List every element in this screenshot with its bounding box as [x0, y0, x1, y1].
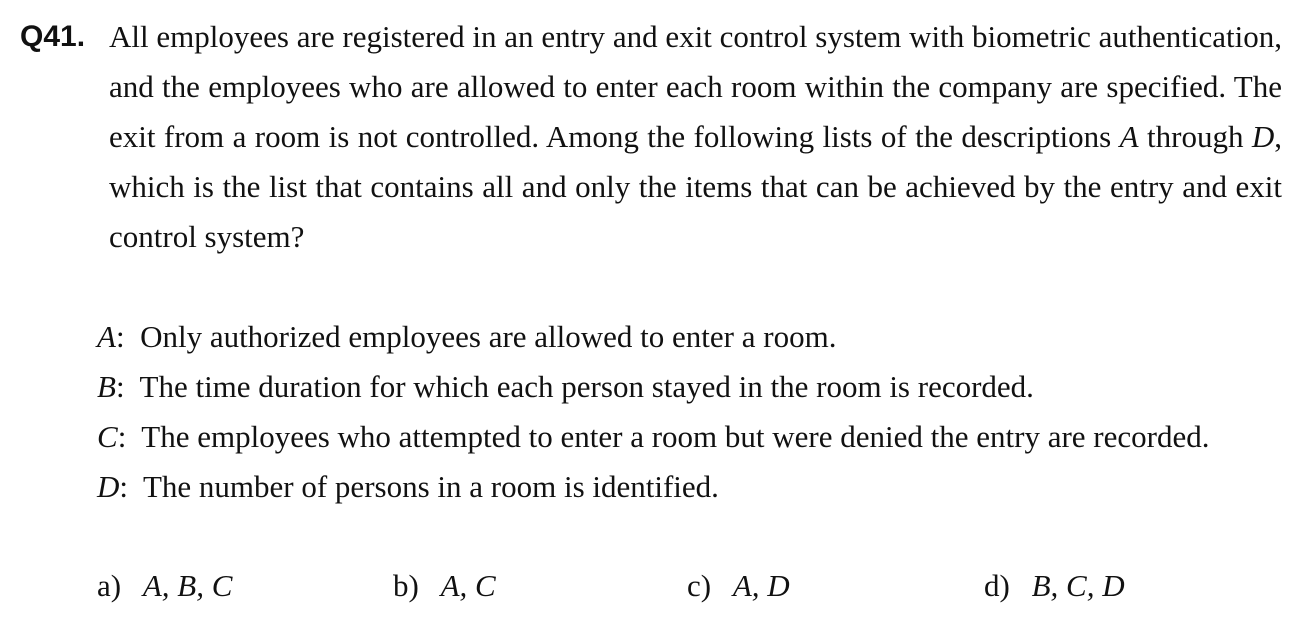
statement-text: The time duration for which each person stayed in the room is recorded. — [139, 369, 1034, 404]
statement-separator: : — [115, 319, 125, 354]
choice-label: d) — [984, 568, 1010, 603]
statement-letter: C — [97, 419, 118, 454]
statement-list — [97, 312, 1287, 512]
statement-text: The number of persons in a room is identified. — [142, 469, 719, 504]
statement-separator: : — [115, 369, 125, 404]
choice-a[interactable] — [97, 561, 232, 611]
choice-d[interactable] — [984, 561, 1125, 611]
statement-d — [97, 462, 1287, 512]
statement-c — [97, 412, 1287, 462]
answer-choices — [97, 561, 1287, 611]
question-number: Q41. — [20, 20, 86, 53]
question-text-part: , which is the list that contains all and only the items that can be achieved by the entry and exit control system? — [109, 119, 1283, 254]
statement-b — [97, 362, 1287, 412]
question-text-part: All employees are registered in an entry and exit control system with biometric authentication, and the employees who are allowed to enter each room within the company are specified. The exit from a room is not controlled. Among the following lists of the descriptions — [109, 19, 1282, 154]
question-text-letter-d: D — [1251, 119, 1275, 154]
question-text-part: through — [1138, 119, 1252, 154]
statement-text: Only authorized employees are allowed to enter a room. — [140, 319, 837, 354]
statement-text: The employees who attempted to enter a room but were denied the entry are recorded. — [141, 419, 1210, 454]
question-block — [20, 12, 1282, 262]
choice-value: A, C — [440, 568, 496, 603]
choice-label: c) — [687, 568, 712, 603]
statement-separator: : — [119, 469, 129, 504]
statement-a — [97, 312, 1287, 362]
question-text-letter-a: A — [1119, 119, 1139, 154]
choice-label: a) — [97, 568, 122, 603]
statement-letter: A — [97, 319, 116, 354]
statement-letter: D — [97, 469, 120, 504]
choice-value: A, D — [732, 568, 790, 603]
choice-value: B, C, D — [1031, 568, 1125, 603]
statement-separator: : — [117, 419, 127, 454]
choice-b[interactable] — [393, 561, 496, 611]
choice-value: A, B, C — [142, 568, 233, 603]
choice-label: b) — [393, 568, 419, 603]
statement-letter: B — [97, 369, 116, 404]
question-text — [109, 12, 1282, 262]
choice-c[interactable] — [687, 561, 790, 611]
